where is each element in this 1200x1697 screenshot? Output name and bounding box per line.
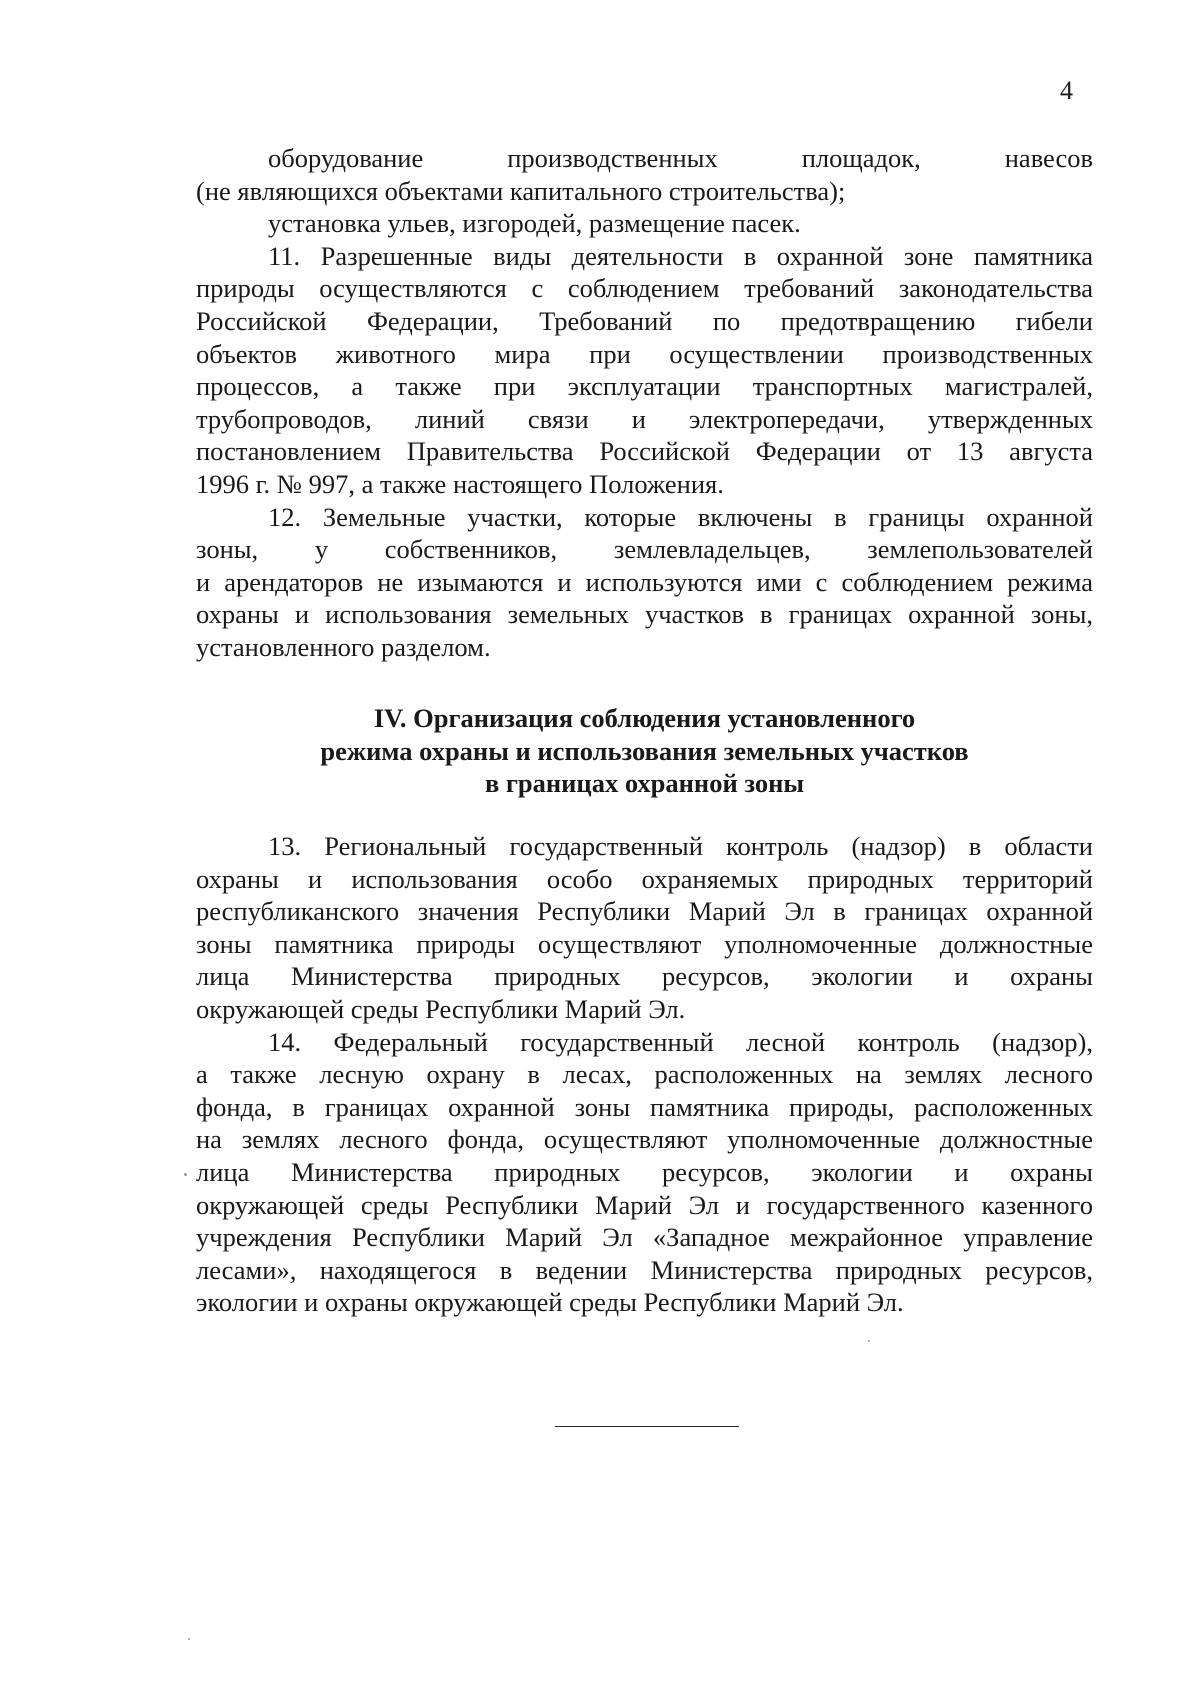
scan-speck [184,1173,187,1176]
text-line: 13. Региональный государственный контроль (надзор) в области [268,831,1093,861]
section-heading [196,702,1093,800]
scan-speck [868,1340,870,1342]
text-line: фонда, в границах охранной зоны памятника природы, расположенных [196,1091,1093,1122]
text-line: зоны, у собственников, землевладельцев, землепользователей [196,534,1093,565]
text-line: 14. Федеральный государственный лесной контроль (надзор), [268,1026,1093,1057]
paragraph-13 [196,830,1093,1026]
text-line: природы осуществляются с соблюдением требований законодательства [196,273,1093,304]
text-line: 11. Разрешенные виды деятельности в охранной зоне памятника [268,240,1093,271]
text-line: (не являющихся объектами капитального строительства); [196,175,846,206]
heading-line: IV. Организация соблюдения установленного [373,703,916,733]
text-line: трубопроводов, линий связи и электропередачи, утвержденных [196,403,1093,434]
paragraph-11 [196,240,1093,501]
text-line: а также лесную охрану в лесах, расположенных на землях лесного [196,1059,1093,1090]
paragraph-equipment [196,142,1093,207]
text-line: окружающей среды Республики Марий Эл. [196,993,686,1024]
text-line: процессов, а также при эксплуатации транспортных магистралей, [196,371,1093,402]
text-line: лесами», находящегося в ведении Министерства природных ресурсов, [196,1254,1093,1285]
text-line: Российской Федерации, Требований по предотвращению гибели [196,305,1093,336]
text-line: лица Министерства природных ресурсов, экологии и охраны [196,1156,1093,1187]
scan-speck [188,1638,190,1640]
page-number: 4 [1060,76,1073,105]
text-line: объектов животного мира при осуществлении производственных [196,338,1093,369]
text-line: установленного разделом. [196,631,491,662]
text-line: республиканского значения Республики Марий Эл в границах охранной [196,896,1093,927]
text-line: установка ульев, изгородей, размещение пасек. [268,208,801,239]
text-line: охраны и использования земельных участков в границах охранной зоны, [196,599,1093,630]
body-text-bottom [196,830,1093,1319]
text-line: окружающей среды Республики Марий Эл и государственного казенного [196,1189,1093,1220]
text-line: 1996 г. № 997, а также настоящего Положения. [196,468,724,499]
text-line: экологии и охраны окружающей среды Республики Марий Эл. [196,1287,904,1318]
heading-line: режима охраны и использования земельных участков [320,735,969,766]
text-line: учреждения Республики Марий Эл «Западное межрайонное управление [196,1222,1093,1253]
paragraph-hives [196,207,1093,240]
heading-line: в границах охранной зоны [484,768,805,799]
text-line: лица Министерства природных ресурсов, экологии и охраны [196,961,1093,992]
text-line: 12. Земельные участки, которые включены в границы охранной [268,501,1093,532]
text-line: постановлением Правительства Российской Федерации от 13 августа [196,436,1093,467]
paragraph-14 [196,1026,1093,1319]
text-line: на землях лесного фонда, осуществляют уполномоченные должностные [196,1124,1093,1155]
end-separator-line [555,1426,739,1427]
text-line: зоны памятника природы осуществляют уполномоченные должностные [196,928,1093,959]
body-text-top [196,142,1093,664]
text-line: охраны и использования особо охраняемых природных территорий [196,863,1093,894]
text-line: и арендаторов не изымаются и используются ими с соблюдением режима [196,566,1093,597]
text-line: оборудование производственных площадок, навесов [268,143,1093,173]
paragraph-12 [196,501,1093,664]
